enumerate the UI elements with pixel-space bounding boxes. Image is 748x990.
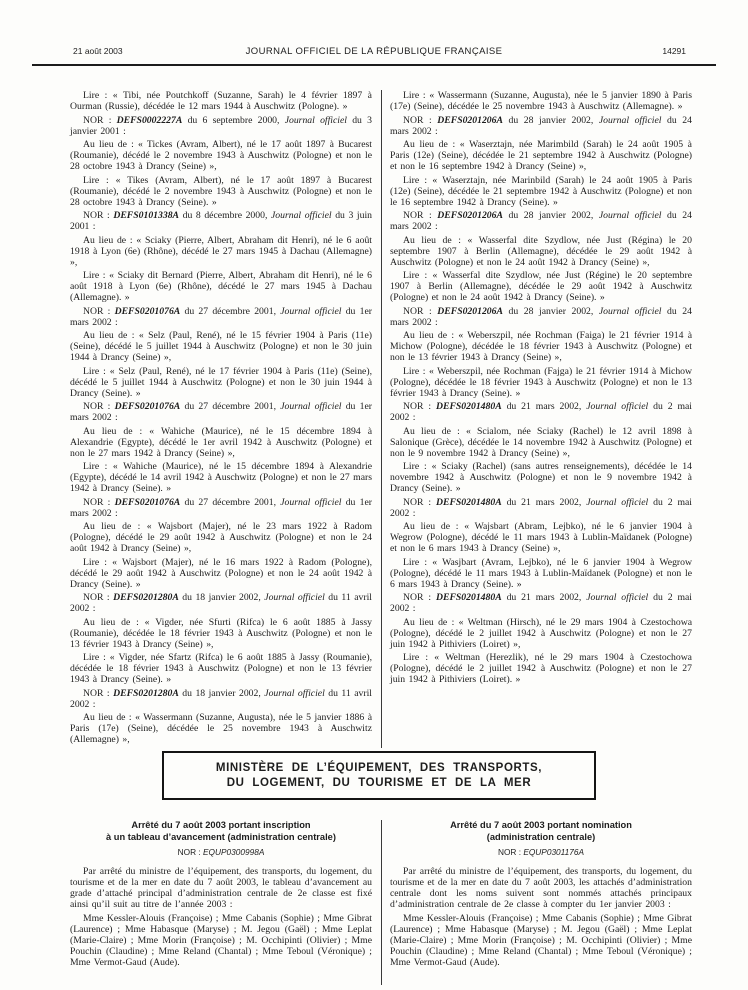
corrections-section [70,90,692,748]
lire-paragraph: Lire : « Sciaky dit Bernard (Pierre, Albert, Abraham dit Henri), né le 6 août 1918 à Lyon (6e) (Rhône), décédé le 27 mars 1945 à Dachau (Allemagne). » [70,270,372,303]
corrections-left-column [70,90,372,748]
lire-paragraph: Lire : « Selz (Paul, René), né le 17 février 1904 à Paris (11e) (Seine), décédé le 5 juillet 1944 à Auschwitz (Pologne) et non le 30 juin 1944 à Drancy (Seine). » [70,365,372,399]
header-page-number: 14291 [662,46,686,56]
lire-paragraph: Lire : « Vigder, née Sfartz (Rifca) le 6 août 1885 à Jassy (Roumanie), décédée le 18 février 1943 à Auschwitz (Pologne) et non le 13 février 1943 à Drancy (Seine). » [70,652,372,685]
nor-paragraph: NOR : DEFS0201076A du 27 décembre 2001, Journal officiel du 1er mars 2002 : [70,496,372,519]
arrete-nomination-body: Par arrêté du ministre de l’équipement, des transports, du logement, du tourisme et de la mer en date du 7 août 2003, les attachés d’administration centrale dont les noms suivent sont nommés attachés principaux d’administration centrale de 2e classe à compter du 1er janvier 2003 : [390,866,692,910]
nor-paragraph: NOR : DEFS0002227A du 6 septembre 2000, Journal officiel du 3 janvier 2001 : [70,114,372,137]
au-lieu-paragraph: Au lieu de : « Weberszpil, née Rochman (Faiga) le 21 février 1914 à Michow (Pologne), décédée le 18 février 1943 à Auschwitz (Pologne) et non le 13 février 1943 à Drancy (Seine) », [390,330,692,363]
arrete-inscription-nor [70,847,372,857]
arrete-inscription-body: Par arrêté du ministre de l’équipement, des transports, du logement, du tourisme et de la mer en date du 7 août 2003, le tableau d’avancement au grade d’attaché principal d’administration centrale de 2e classe est fixé ainsi qu’il suit au titre de l’année 2003 : [70,866,372,910]
lire-paragraph: Lire : « Tibi, née Poutchkoff (Suzanne, Sarah) le 4 février 1897 à Ourman (Russie), décédée le 12 mars 1944 à Auschwitz (Pologne). » [70,90,372,112]
au-lieu-paragraph: Au lieu de : « Wajsbart (Abram, Lejbko), né le 6 janvier 1904 à Wegrow (Pologne), décédé le 11 mars 1943 à Lublin-Maïdanek (Pologne) et non le 6 mars 1943 à Drancy (Seine) », [390,521,692,554]
au-lieu-paragraph: Au lieu de : « Wassermann (Suzanne, Augusta), née le 5 janvier 1886 à Paris (17e) (Seine), décédée le 25 novembre 1943 à Auschwitz (Allemagne) », [70,712,372,745]
nor-paragraph: NOR : DEFS0201480A du 21 mars 2002, Journal officiel du 2 mai 2002 : [390,496,692,519]
ministry-title-line1: MINISTÈRE DE L’ÉQUIPEMENT, DES TRANSPORTS, [215,762,543,774]
au-lieu-paragraph: Au lieu de : « Wajsbort (Majer), né le 23 mars 1922 à Radom (Pologne), décédé le 29 août 1942 à Auschwitz (Pologne) et non le 24 août 1942 à Drancy (Seine) », [70,521,372,554]
arrete-inscription [70,820,372,985]
arrete-inscription-title-line1: Arrêté du 7 août 2003 portant inscription [131,820,311,830]
nor-paragraph: NOR : DEFS0201076A du 27 décembre 2001, Journal officiel du 1er mars 2002 : [70,401,372,423]
nor-paragraph: NOR : DEFS0201480A du 21 mars 2002, Journal officiel du 2 mai 2002 : [390,401,692,423]
nor-code: EQUP0301176A [523,847,585,857]
header-rule [32,64,716,66]
nor-paragraph: NOR : DEFS0201280A du 18 janvier 2002, Journal officiel du 11 avril 2002 : [70,687,372,710]
nor-paragraph: NOR : DEFS0201206A du 28 janvier 2002, Journal officiel du 24 mars 2002 : [390,210,692,232]
nor-paragraph: NOR : DEFS0201206A du 28 janvier 2002, Journal officiel du 24 mars 2002 : [390,114,692,137]
arrete-inscription-title [70,820,372,843]
lire-paragraph: Lire : « Wasserfal dite Szydlow, née Just (Régine) le 20 septembre 1907 à Berlin (Allemagne), décédée le 29 août 1942 à Auschwitz (Pologne) et non le 24 août 1942 à Drancy (Seine). » [390,270,692,303]
arrete-inscription-names: Mme Kessler-Alouis (Françoise) ; Mme Cabanis (Sophie) ; Mme Gibrat (Laurence) ; Mme Habasque (Maryse) ; M. Jegou (Gaël) ; Mme Leplat (Marie-Claire) ; Mme Morin (Françoise) ; M. Occhipinti (Olivier) ; Mme Pouchin (Claudine) ; Mme Reland (Chantal) ; Mme Teboul (Véronique) ; Mme Vermot-Gaud (Aude). [70,912,372,968]
au-lieu-paragraph: Au lieu de : « Wahiche (Maurice), né le 15 décembre 1894 à Alexandrie (Egypte), décédé le 1er avril 1942 à Auschwitz (Pologne) et non le 27 mars 1942 à Drancy (Seine) », [70,425,372,459]
lire-paragraph: Lire : « Wassermann (Suzanne, Augusta), née le 5 janvier 1890 à Paris (17e) (Seine), décédée le 25 novembre 1943 à Auschwitz (Allemagne). » [390,90,692,112]
au-lieu-paragraph: Au lieu de : « Vigder, née Sfurti (Rifca) le 6 août 1885 à Jassy (Roumanie), décédée le 18 février 1943 à Auschwitz (Pologne) et non le 13 février 1943 à Drancy (Seine) », [70,616,372,650]
au-lieu-paragraph: Au lieu de : « Waserztajn, née Marimbild (Sarah) le 24 août 1905 à Paris (12e) (Seine), décédée le 21 septembre 1942 à Auschwitz (Pologne) et non le 16 septembre 1942 à Drancy (Seine) », [390,139,692,172]
lire-paragraph: Lire : « Sciaky (Rachel) (sans autres renseignements), décédée le 14 novembre 1942 à Auschwitz (Pologne) et non le 9 novembre 1942 à Drancy (Seine). » [390,461,692,494]
au-lieu-paragraph: Au lieu de : « Weltman (Hirsch), né le 29 mars 1904 à Czestochowa (Pologne), décédé le 2 juillet 1942 à Auschwitz (Pologne) et non le 27 juin 1942 à Pithiviers (Loiret) », [390,616,692,650]
column-divider [381,90,382,748]
nor-label: NOR : [177,847,203,857]
au-lieu-paragraph: Au lieu de : « Scialom, née Sciaky (Rachel) le 12 avril 1898 à Salonique (Grèce), décédée le 14 novembre 1942 à Auschwitz (Pologne) et non le 9 novembre 1942 à Drancy (Seine) », [390,425,692,459]
header-date: 21 août 2003 [73,46,123,56]
header-title: JOURNAL OFFICIEL DE LA RÉPUBLIQUE FRANÇAISE [245,46,503,57]
lire-paragraph: Lire : « Weberszpil, née Rochman (Fajga) le 21 février 1914 à Michow (Pologne), décédée le 18 février 1943 à Auschwitz (Pologne) et non le 13 février 1943 à Drancy (Seine). » [390,365,692,399]
arrete-nomination-title-line2: (administration centrale) [486,831,596,842]
ministry-title-line2: DU LOGEMENT, DU TOURISME ET DE LA MER [226,777,532,789]
arrete-inscription-title-line2: à un tableau d’avancement (administration centrale) [106,831,336,842]
arrete-nomination [390,820,692,985]
nor-code: EQUP0300998A [203,847,265,857]
lire-paragraph: Lire : « Tikes (Avram, Albert), né le 17 août 1897 à Bucarest (Roumanie), décédé le 2 novembre 1943 à Auschwitz (Pologne) et non le 28 octobre 1943 à Drancy (Seine). » [70,174,372,208]
arrete-nomination-title-line1: Arrêté du 7 août 2003 portant nomination [450,820,632,830]
arrete-nomination-nor [390,847,692,857]
au-lieu-paragraph: Au lieu de : « Sciaky (Pierre, Albert, Abraham dit Henri), né le 6 août 1918 à Lyon (6e) (Rhône), décédé le 27 mars 1945 à Dachau (Allemagne) », [70,234,372,268]
arretes-section [70,820,692,985]
nor-paragraph: NOR : DEFS0201206A du 28 janvier 2002, Journal officiel du 24 mars 2002 : [390,305,692,328]
au-lieu-paragraph: Au lieu de : « Selz (Paul, René), né le 15 février 1904 à Paris (11e) (Seine), décédé le 5 juillet 1944 à Auschwitz (Pologne) et non le 30 juin 1944 à Drancy (Seine) », [70,330,372,363]
au-lieu-paragraph: Au lieu de : « Wasserfal dite Szydlow, née Just (Régina) le 20 septembre 1907 à Berlin (Allemagne), décédée le 29 août 1942 à Auschwitz (Pologne) et non le 24 août 1942 à Drancy (Seine) », [390,234,692,268]
au-lieu-paragraph: Au lieu de : « Tickes (Avram, Albert), né le 17 août 1897 à Bucarest (Roumanie), décédé le 2 novembre 1943 à Auschwitz (Pologne) et non le 28 octobre 1943 à Drancy (Seine) », [70,139,372,172]
nor-label: NOR : [497,847,524,857]
arrete-nomination-names: Mme Kessler-Alouis (Françoise) ; Mme Cabanis (Sophie) ; Mme Gibrat (Laurence) ; Mme Habasque (Maryse) ; M. Jegou (Gaël) ; Mme Leplat (Marie-Claire) ; Mme Morin (Françoise) ; M. Occhipinti (Olivier) ; Mme Pouchin (Claudine) ; Mme Reland (Chantal) ; Mme Teboul (Véronique) ; Mme Vermot-Gaud (Aude). [390,912,692,968]
arrete-nomination-title [390,820,692,843]
lire-paragraph: Lire : « Wasjbart (Avram, Lejbko), né le 6 janvier 1904 à Wegrow (Pologne), décédé le 11 mars 1943 à Lublin-Maïdanek (Pologne) et non le 6 mars 1943 à Drancy (Seine). » [390,556,692,590]
column-divider [381,820,382,985]
nor-paragraph: NOR : DEFS0101338A du 8 décembre 2000, Journal officiel du 3 juin 2001 : [70,210,373,232]
nor-paragraph: NOR : DEFS0201480A du 21 mars 2002, Journal officiel du 2 mai 2002 : [390,592,692,614]
lire-paragraph: Lire : « Wahiche (Maurice), né le 15 décembre 1894 à Alexandrie (Egypte), décédé le 14 avril 1942 à Auschwitz (Pologne) et non le 27 mars 1942 à Drancy (Seine). » [70,461,372,494]
lire-paragraph: Lire : « Wajsbort (Majer), né le 16 mars 1922 à Radom (Pologne), décédé le 29 août 1942 à Auschwitz (Pologne) et non le 24 août 1942 à Drancy (Seine). » [70,556,372,590]
ministry-heading-box [162,751,596,800]
nor-paragraph: NOR : DEFS0201076A du 27 décembre 2001, Journal officiel du 1er mars 2002 : [70,305,372,328]
nor-paragraph: NOR : DEFS0201280A du 18 janvier 2002, Journal officiel du 11 avril 2002 : [70,592,372,614]
lire-paragraph: Lire : « Waserztajn, née Marinbild (Sarah) le 24 août 1905 à Paris (12e) (Seine), décédée le 21 septembre 1942 à Auschwitz (Pologne) et non le 16 septembre 1942 à Drancy (Seine). » [390,174,692,208]
lire-paragraph: Lire : « Weltman (Herezlik), né le 29 mars 1904 à Czestochowa (Pologne), décédé le 2 juillet 1942 à Auschwitz (Pologne) et non le 27 juin 1942 à Pithiviers (Loiret). » [390,652,692,685]
corrections-right-column [390,90,692,748]
